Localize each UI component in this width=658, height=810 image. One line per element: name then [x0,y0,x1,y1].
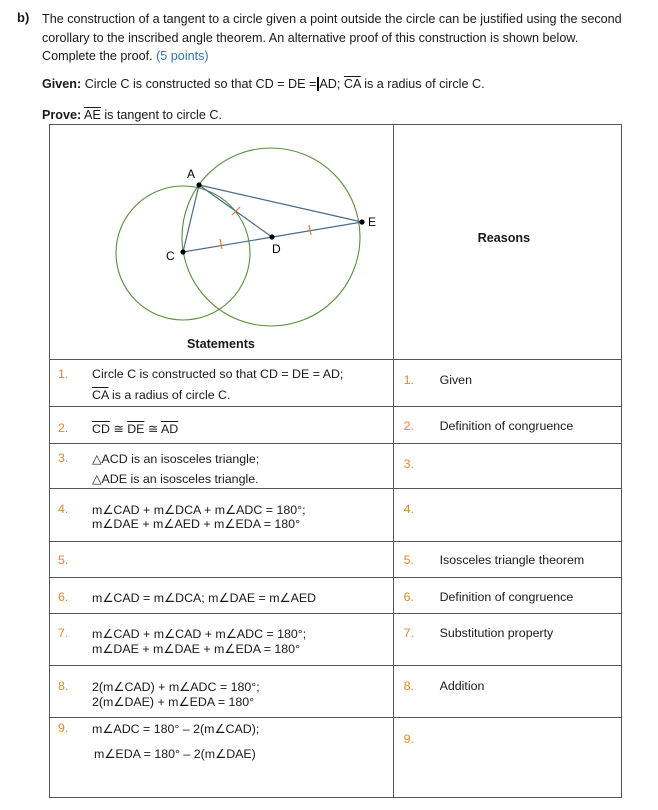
statement-cell-2 [50,407,394,444]
reason-number: 7. [403,626,414,640]
reason-cell-3 [393,444,621,489]
tick-cd [220,239,222,249]
statement-line: △ADE is an isosceles triangle. [92,472,259,486]
proof-row-9 [50,718,622,798]
label-a: A [187,167,196,181]
statement-line: 2(m∠DAE) + m∠EDA = 180° [92,695,255,709]
reason-text: Definition of congruence [439,590,574,604]
statement-cell-1 [50,360,394,407]
construction-figure [50,125,393,361]
proof-row-2 [50,407,622,444]
statement-number: 1. [58,367,69,381]
reason-number: 3. [403,457,414,471]
reasons-header-cell [393,125,621,360]
statement-line: m∠CAD + m∠CAD + m∠ADC = 180°; [92,627,307,641]
question-text: The construction of a tangent to a circle given a point outside the circle can be justified using the second corollary to the inscribed angle theorem. An alternative proof of this construction is shown below. Complete the proof. (5 points) [42,12,622,63]
reason-cell-6 [393,578,621,614]
segment-ae-line [199,185,362,222]
question-label: b) [17,10,30,25]
reasons-heading: Reasons [477,231,531,245]
segment-ac-line [183,185,199,252]
statement-cell-5 [50,542,394,578]
point-a [196,182,201,187]
statement-cell-6 [50,578,394,614]
segment-ae: $\overline{AE}$ [84,108,101,122]
statement-number: 4. [58,502,69,516]
reason-cell-7 [393,614,621,666]
proof-row-6 [50,578,622,614]
proof-row-7 [50,614,622,666]
reason-number: 2. [403,419,414,433]
proof-row-1 [50,360,622,407]
statement-cell-4 [50,489,394,542]
statement-cell-9 [50,718,394,798]
statements-heading: Statements [187,337,255,351]
statement-line: m∠ADC = 180° – 2(m∠CAD); [92,722,260,736]
statement-number: 3. [58,451,69,465]
reason-number: 8. [403,679,414,693]
reason-number: 9. [403,732,414,746]
reason-text: Isosceles triangle theorem [439,553,585,567]
statement-line: m∠EDA = 180° – 2(m∠DAE) [94,747,256,761]
statement-number: 2. [58,421,69,435]
reason-cell-4 [393,489,621,542]
statement-line: m∠DAE + m∠DAE + m∠EDA = 180° [92,642,301,656]
prove-statement: Prove: $\overline{AE}$ is tangent to circle C. [42,108,222,122]
proof-table [49,124,622,798]
statement-cell-8 [50,666,394,718]
reason-cell-8 [393,666,621,718]
label-e: E [368,215,377,229]
reason-text: Given [439,373,472,387]
statement-line: m∠CAD + m∠DCA + m∠ADC = 180°; [92,503,306,517]
segment-ca: $\overline{CA}$ [343,77,361,91]
statement-line: 2(m∠CAD) + m∠ADC = 180°; [92,680,260,694]
reason-text: Addition [439,679,485,693]
statement-number: 7. [58,626,69,640]
reason-text: Definition of congruence [439,419,574,433]
statement-number: 9. [58,721,69,735]
reason-cell-5 [393,542,621,578]
statement-line: m∠CAD = m∠DCA; m∠DAE = m∠AED [92,591,317,605]
proof-row-3 [50,444,622,489]
points-label: (5 points) [156,49,209,63]
reason-cell-1 [393,360,621,407]
reason-text: Substitution property [439,626,554,640]
proof-row-4 [50,489,622,542]
point-d [269,234,274,239]
label-c: C [166,249,175,263]
proof-row-5 [50,542,622,578]
statement-number: 6. [58,590,69,604]
question-block [17,10,632,66]
statements-header-cell [50,125,394,360]
reason-number: 6. [403,590,414,604]
statement-line: $\overline{CA}$ is a radius of circle C. [92,388,231,402]
statement-cell-3 [50,444,394,489]
reason-number: 4. [403,502,414,516]
label-d: D [272,242,281,256]
reason-cell-2 [393,407,621,444]
point-c [180,249,185,254]
statement-number: 8. [58,679,69,693]
statement-line: $\overline{CD}$ ≅ $\overline{DE}$ ≅ $\overline{AD}$ [92,422,179,436]
statement-line: m∠DAE + m∠AED + m∠EDA = 180° [92,517,301,531]
proof-row-8 [50,666,622,718]
statement-line: Circle C is constructed so that CD = DE = AD; [92,367,344,381]
statement-line: △ACD is an isosceles triangle; [92,452,260,466]
statement-number: 5. [58,553,69,567]
reason-cell-9 [393,718,621,798]
prove-label: Prove: [42,108,82,122]
point-e [359,219,364,224]
statement-cell-7 [50,614,394,666]
reason-number: 1. [403,373,414,387]
reason-number: 5. [403,553,414,567]
given-statement: Given: Circle C is constructed so that CD = DE = AD; $\overline{CA}$ is a radius of circle C. [42,77,485,91]
given-label: Given: [42,77,82,91]
